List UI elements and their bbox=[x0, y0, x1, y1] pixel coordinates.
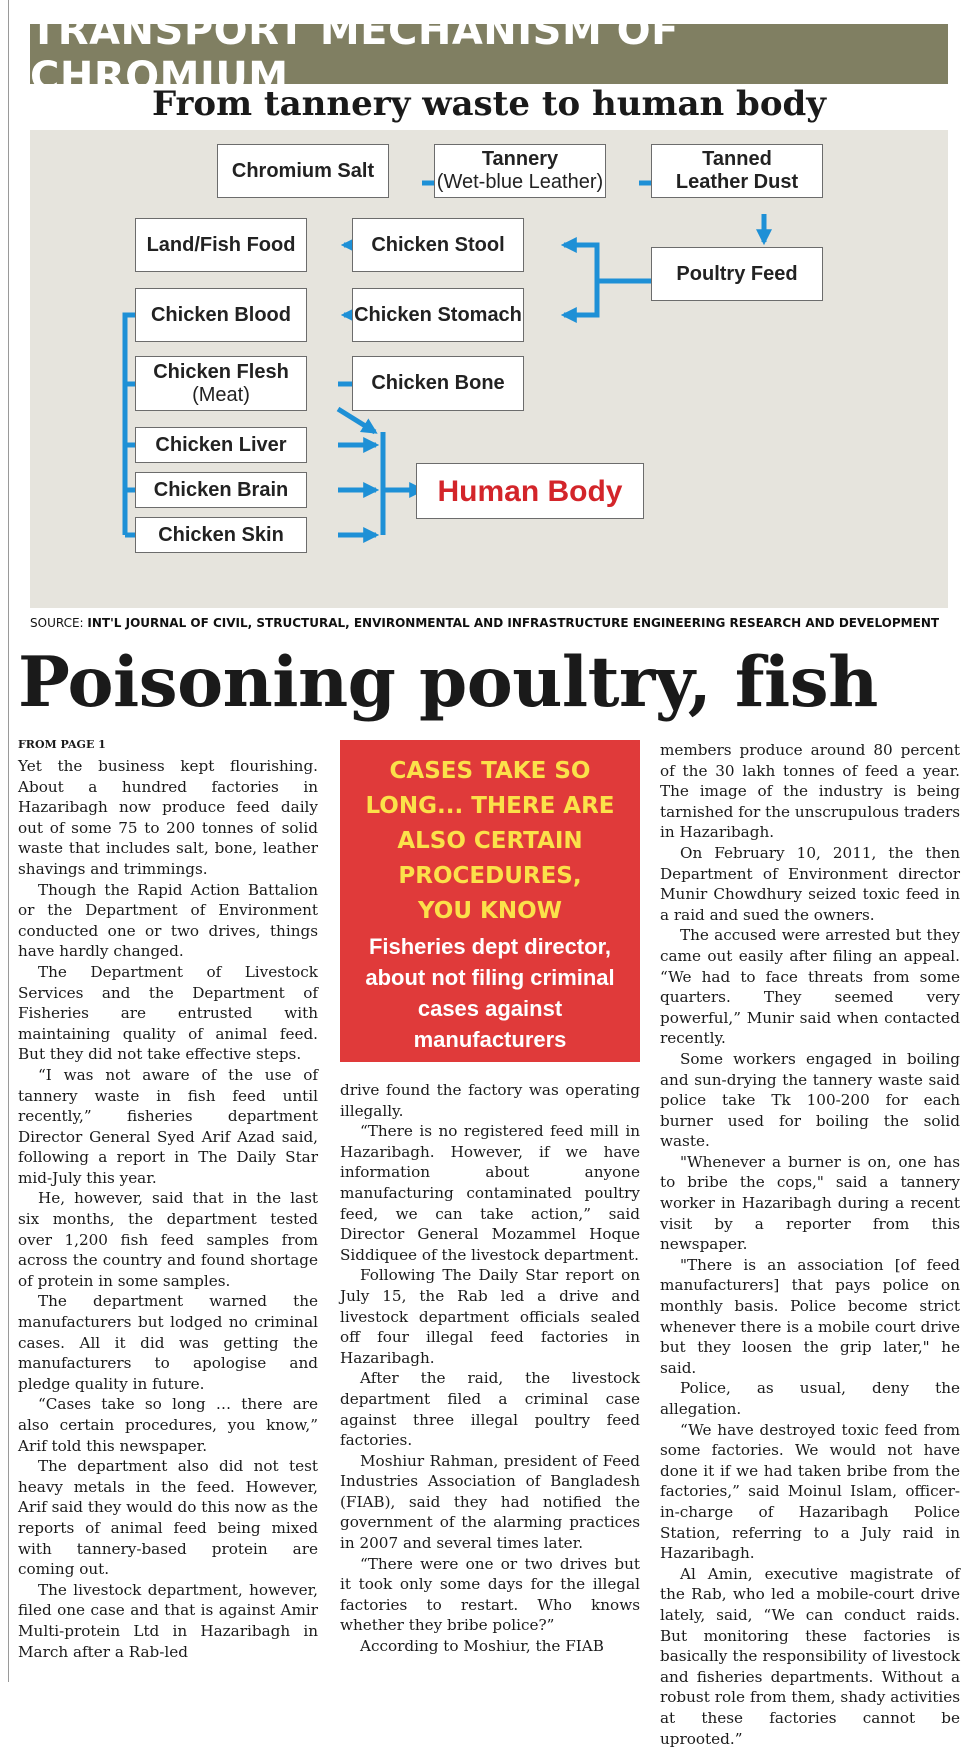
node-chicken-bone: Chicken Bone bbox=[352, 356, 524, 411]
node-land-fish-food: Land/Fish Food bbox=[135, 218, 307, 272]
paragraph: After the raid, the livestock department filed a criminal case against three illegal poultry feed factories. bbox=[340, 1369, 640, 1450]
article-headline: Poisoning poultry, fish bbox=[18, 642, 878, 723]
paragraph: Some workers engaged in boiling and sun-drying the tannery waste said police take Tk 100-200 for each burner used for boiling the solid waste. bbox=[660, 1049, 960, 1151]
node-poultry-feed: Poultry Feed bbox=[651, 247, 823, 301]
article-column-1 bbox=[18, 756, 318, 1662]
article-column-3 bbox=[660, 740, 960, 1749]
node-chicken-blood: Chicken Blood bbox=[135, 288, 307, 342]
node-chicken-stool: Chicken Stool bbox=[352, 218, 524, 272]
source-credit bbox=[30, 616, 948, 630]
paragraph: According to Moshiur, the FIAB bbox=[360, 1637, 604, 1656]
arrow-feed-to-stomach bbox=[564, 281, 597, 315]
paragraph: On February 10, 2011, the then Department of Environment director Munir Chowdhury seized toxic feed in a raid and sued the owners. bbox=[660, 843, 960, 924]
paragraph: The accused were arrested but they came out easily after filing an appeal. “We had to face threats from some quarters. They seemed very powerful,” Munir said when contacted recently. bbox=[660, 926, 960, 1048]
paragraph: Moshiur Rahman, president of Feed Industries Association of Bangladesh (FIAB), said they had notified the government of the alarming practices in 2007 and several times later. bbox=[340, 1451, 640, 1553]
flow-diagram bbox=[30, 130, 948, 608]
paragraph: Though the Rapid Action Battalion or the Department of Environment conducted one or two drives, things have hardly changed. bbox=[18, 880, 318, 961]
node-chicken-liver: Chicken Liver bbox=[135, 427, 307, 463]
node-chicken-stomach: Chicken Stomach bbox=[352, 288, 524, 342]
paragraph: Police, as usual, deny the allegation. bbox=[660, 1379, 960, 1418]
paragraph: The department also did not test heavy metals in the feed. However, Arif said they would do this now as the reports of animal feed being mixed with tannery-based protein are coming out. bbox=[18, 1457, 318, 1579]
node-tannery: Tannery (Wet-blue Leather) bbox=[434, 144, 606, 198]
left-margin-rule bbox=[8, 0, 9, 1682]
article-column-2 bbox=[340, 1080, 640, 1657]
article-kicker: FROM PAGE 1 bbox=[18, 738, 106, 751]
paragraph: “There were one or two drives but it took only some days for the illegal factories to restart. Who knows whether they bribe police?” bbox=[340, 1554, 640, 1635]
paragraph: "Whenever a burner is on, one has to bribe the cops," said a tannery worker in Hazaribagh during a recent visit by a reporter from this newspaper. bbox=[660, 1152, 960, 1254]
paragraph: "There is an association [of feed manufacturers] that pays police on monthly basis. Police become strict whenever there is a mobile court drive but they loosen the grip later," he said. bbox=[660, 1255, 960, 1377]
node-chicken-flesh: Chicken Flesh (Meat) bbox=[135, 356, 307, 411]
paragraph: Yet the business kept flourishing. About a hundred factories in Hazaribagh now produce feed daily out of some 75 to 200 tonnes of solid waste that includes salt, bone, leather shavings and trimmings. bbox=[18, 757, 318, 878]
paragraph: “We have destroyed toxic feed from some factories. We would not have done it if we had taken bribe from the factories,” said Moinul Islam, officer-in-charge of Hazaribagh Police Station, referring to a July raid in Hazaribagh. bbox=[660, 1420, 960, 1563]
infographic-title: TRANSPORT MECHANISM OF CHROMIUM bbox=[30, 24, 948, 84]
source-label: SOURCE: bbox=[30, 616, 84, 630]
paragraph: He, however, said that in the last six months, the department tested over 1,200 fish feed samples from across the country and found shortage of protein in some samples. bbox=[18, 1189, 318, 1290]
node-chromium-salt: Chromium Salt bbox=[217, 144, 389, 198]
paragraph: “Cases take so long … there are also certain procedures, you know,” Arif told this newspaper. bbox=[18, 1395, 318, 1455]
infographic-subtitle: From tannery waste to human body bbox=[151, 84, 827, 124]
node-tanned-leather-dust: Tanned Leather Dust bbox=[651, 144, 823, 198]
source-text: INT'L JOURNAL OF CIVIL, STRUCTURAL, ENVIRONMENTAL AND INFRASTRUCTURE ENGINEERING RESEARCH AND DEVELOPMENT bbox=[87, 616, 940, 630]
paragraph: The Department of Livestock Services and the Department of Fisheries are entrusted with maintaining quality of animal feed. But they did not take effective steps. bbox=[18, 962, 318, 1064]
paragraph: The livestock department, however, filed one case and that is against Amir Multi-protein Ltd in Hazaribagh in March after a Rab-led bbox=[18, 1580, 318, 1661]
pull-quote-attribution: Fisheries dept director, about not filing criminal cases against manufacturers for poor feed quality bbox=[365, 934, 615, 1083]
node-chicken-brain: Chicken Brain bbox=[135, 472, 307, 508]
arrow-flesh-to-collector bbox=[338, 409, 375, 432]
paragraph: The department warned the manufacturers but lodged no criminal cases. All it did was getting the manufacturers to apologise and pledge quality in future. bbox=[18, 1292, 318, 1393]
paragraph: members produce around 80 percent of the 30 lakh tonnes of feed a year. The image of the industry is being tarnished for the unscrupulous traders in Hazaribagh. bbox=[660, 741, 960, 842]
paragraph: “I was not aware of the use of tannery waste in fish feed until recently,” fisheries department Director General Syed Arif Azad said, following a report in The Daily Star mid-July this year. bbox=[18, 1065, 318, 1187]
pull-quote-text: CASES TAKE SO LONG... THERE ARE ALSO CERTAIN PROCEDURES, YOU KNOW bbox=[365, 758, 615, 924]
paragraph: Al Amin, executive magistrate of the Rab, who led a mobile-court drive lately, said, “We can conduct raids. But monitoring these factories is basically the responsibility of livestock and fisheries departments. Without a robust role from them, shady activities at these factories cannot be uprooted.” bbox=[660, 1564, 960, 1748]
node-chicken-skin: Chicken Skin bbox=[135, 517, 307, 553]
pull-quote-box bbox=[340, 740, 640, 1083]
paragraph: Following The Daily Star report on July 15, the Rab led a drive and livestock department officials sealed off four illegal feed factories in Hazaribagh. bbox=[340, 1266, 640, 1367]
paragraph: drive found the factory was operating illegally. bbox=[340, 1081, 640, 1120]
node-human-body: Human Body bbox=[416, 463, 644, 519]
paragraph: “There is no registered feed mill in Hazaribagh. However, if we have information about anyone manufacturing contaminated poultry feed, we can take action,” said Director General Mozammel Hoque Siddiquee of the livestock department. bbox=[340, 1122, 640, 1264]
